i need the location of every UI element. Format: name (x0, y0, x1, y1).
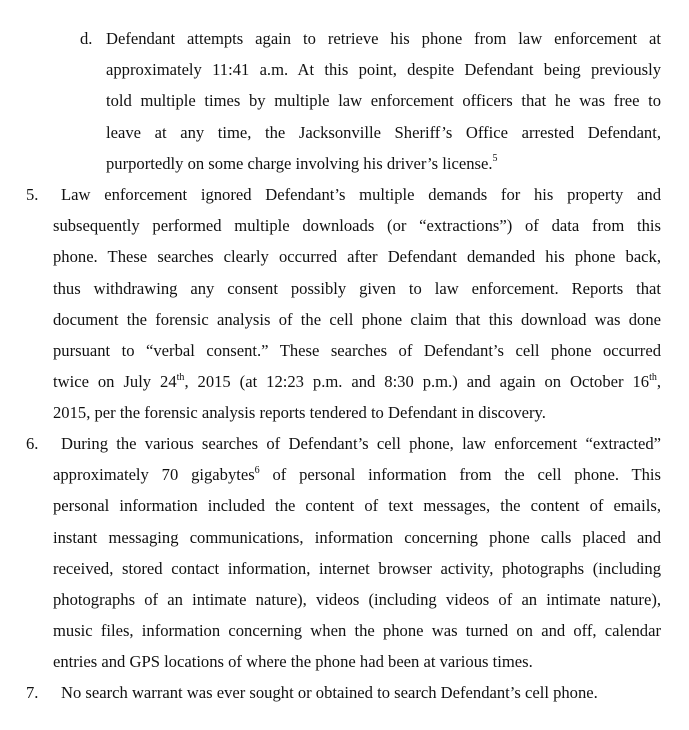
footnote-ref-6: 6 (254, 464, 260, 476)
paragraph-7 (61, 677, 661, 708)
paragraph-7-line-1: No search warrant was ever sought or obtained to search Defendant’s cell phone. (61, 683, 598, 702)
paragraph-5-marker: 5. (26, 185, 39, 204)
paragraph-5-line-1: Law enforcement ignored Defendant’s multiple demands for his property and (61, 185, 661, 204)
paragraph-5 (53, 179, 661, 429)
paragraph-d-line-4: leave at any time, the Jacksonville Sheriff’s Office arrested Defendant, (106, 122, 661, 142)
paragraph-6-line-7: music files, information concerning when the phone was turned on and off, calendar (53, 621, 661, 641)
footnote-ref-5: 5 (492, 153, 498, 165)
paragraph-5-line-6: pursuant to “verbal consent.” These searches of Defendant’s cell phone occurred (53, 341, 661, 361)
line-2-part-b: of personal information from the cell phone. This (259, 465, 661, 485)
paragraph-d-line-2: approximately 11:41 a.m. At this point, despite Defendant being previously (106, 60, 661, 80)
paragraph-6-line-6: photographs of an intimate nature), videos (including videos of an intimate nature), (53, 590, 661, 610)
paragraph-6-line-4: instant messaging communications, information concerning phone calls placed and (53, 527, 661, 547)
paragraph-5-line-8: 2015, per the forensic analysis reports tendered to Defendant in discovery. (53, 403, 546, 423)
paragraph-7-marker: 7. (26, 683, 39, 702)
paragraph-5-line-2: subsequently performed multiple downloads (or “extractions”) of data from this (53, 216, 661, 236)
paragraph-5-line-4: thus withdrawing any consent possibly given to law enforcement. Reports that (53, 278, 661, 298)
paragraph-d-line-5-text: purportedly on some charge involving his driver’s license. (106, 153, 493, 173)
line-7-part-c: , (656, 372, 661, 392)
line-2-part-a: approximately 70 gigabytes (53, 465, 255, 485)
paragraph-5-line-3: phone. These searches clearly occurred after Defendant demanded his phone back, (53, 247, 661, 267)
paragraph-6 (53, 428, 661, 678)
paragraph-6-line-5: received, stored contact information, internet browser activity, photographs (including (53, 558, 661, 578)
paragraph-d (106, 23, 661, 179)
paragraph-d-line-5 (106, 148, 661, 179)
paragraph-6-line-2 (53, 459, 661, 490)
line-7-part-a: twice on July 24 (53, 372, 177, 392)
ordinal-suffix-october: th (649, 371, 657, 383)
paragraph-d-marker: d. (80, 29, 93, 48)
paragraph-6-marker: 6. (26, 434, 39, 453)
paragraph-5-line-7 (53, 366, 661, 397)
paragraph-6-line-1: During the various searches of Defendant’s cell phone, law enforcement “extracted” (61, 434, 661, 453)
line-7-part-b: , 2015 (at 12:23 p.m. and 8:30 p.m.) and again on October 16 (184, 372, 650, 392)
paragraph-d-line-3: told multiple times by multiple law enforcement officers that he was free to (106, 91, 661, 111)
paragraph-5-line-5: document the forensic analysis of the cell phone claim that this download was done (53, 309, 661, 329)
paragraph-6-line-3: personal information included the content of text messages, the content of emails, (53, 496, 661, 516)
paragraph-6-line-8: entries and GPS locations of where the phone had been at various times. (53, 652, 533, 672)
ordinal-suffix-july: th (176, 371, 185, 383)
paragraph-d-line-1: Defendant attempts again to retrieve his phone from law enforcement at (106, 29, 661, 48)
